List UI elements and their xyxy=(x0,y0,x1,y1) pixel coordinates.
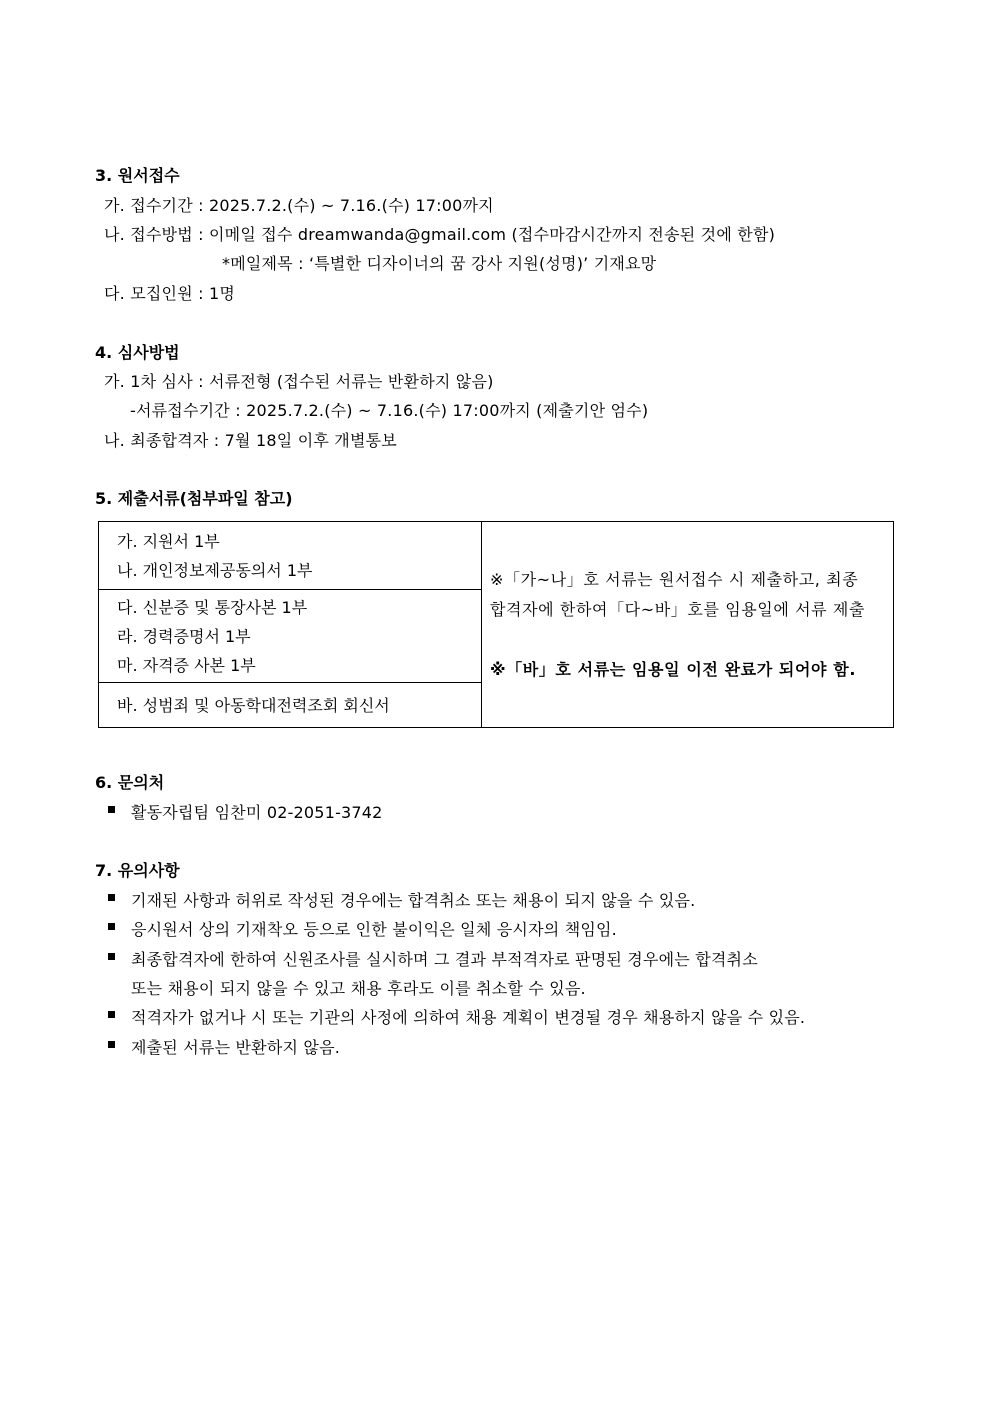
application-period: 가. 접수기간 : 2025.7.2.(수) ~ 7.16.(수) 17:00까지 xyxy=(104,196,494,215)
document-item: 라. 경력증명서 1부 xyxy=(117,626,251,646)
required-documents-table xyxy=(98,521,894,728)
section-6-title: 6. 문의처 xyxy=(95,773,165,792)
documents-note-cell xyxy=(482,522,894,728)
notice-item: 최종합격자에 한하여 신원조사를 실시하며 그 결과 부적격자로 판명된 경우에는 합격취소 xyxy=(131,950,758,969)
square-bullet-icon xyxy=(108,806,115,813)
mail-subject-note: *메일제목 : ‘특별한 디자이너의 꿈 강사 지원(성명)’ 기재요망 xyxy=(222,254,657,273)
notice-item: 기재된 사항과 허위로 작성된 경우에는 합격취소 또는 채용이 되지 않을 수 있음. xyxy=(131,891,696,910)
documents-note-line: ※「가~나」호 서류는 원서접수 시 제출하고, 최종 xyxy=(490,569,859,589)
square-bullet-icon xyxy=(108,1041,115,1048)
notice-item: 응시원서 상의 기재착오 등으로 인한 불이익은 일체 응시자의 책임임. xyxy=(131,920,617,939)
notice-item-continued: 또는 채용이 되지 않을 수 있고 채용 후라도 이를 취소할 수 있음. xyxy=(131,979,586,998)
section-5-title: 5. 제출서류(첨부파일 참고) xyxy=(95,489,293,508)
document-item: 나. 개인정보제공동의서 1부 xyxy=(117,560,313,580)
document-item: 다. 신분증 및 통장사본 1부 xyxy=(117,597,308,617)
section-4-title: 4. 심사방법 xyxy=(95,343,180,362)
section-3-title: 3. 원서접수 xyxy=(95,166,180,185)
documents-group-2 xyxy=(99,590,482,683)
recruit-headcount: 다. 모집인원 : 1명 xyxy=(104,284,236,303)
document-item: 마. 자격증 사본 1부 xyxy=(117,655,256,675)
first-review: 가. 1차 심사 : 서류전형 (접수된 서류는 반환하지 않음) xyxy=(104,372,494,391)
document-submission-period: -서류접수기간 : 2025.7.2.(수) ~ 7.16.(수) 17:00까지 (제출기안 엄수) xyxy=(130,401,649,420)
document-item: 가. 지원서 1부 xyxy=(117,531,220,551)
contact-info: 활동자립팀 임찬미 02-2051-3742 xyxy=(131,803,383,822)
documents-group-1 xyxy=(99,522,482,590)
final-candidate-notice: 나. 최종합격자 : 7월 18일 이후 개별통보 xyxy=(104,431,397,450)
documents-group-3 xyxy=(99,683,482,728)
square-bullet-icon xyxy=(108,923,115,930)
notice-item: 적격자가 없거나 시 또는 기관의 사정에 의하여 채용 계획이 변경될 경우 채용하지 않을 수 있음. xyxy=(131,1008,806,1027)
application-method: 나. 접수방법 : 이메일 접수 dreamwanda@gmail.com (접수마감시간까지 전송된 것에 한함) xyxy=(104,225,776,244)
document-item: 바. 성범죄 및 아동학대전력조회 회신서 xyxy=(117,695,390,715)
documents-note-line: 합격자에 한하여「다~바」호를 임용일에 서류 제출 xyxy=(490,599,866,619)
square-bullet-icon xyxy=(108,953,115,960)
notice-item: 제출된 서류는 반환하지 않음. xyxy=(131,1038,341,1057)
square-bullet-icon xyxy=(108,1011,115,1018)
section-7-title: 7. 유의사항 xyxy=(95,861,180,880)
documents-note-bold: ※「바」호 서류는 임용일 이전 완료가 되어야 함. xyxy=(490,659,857,679)
square-bullet-icon xyxy=(108,894,115,901)
